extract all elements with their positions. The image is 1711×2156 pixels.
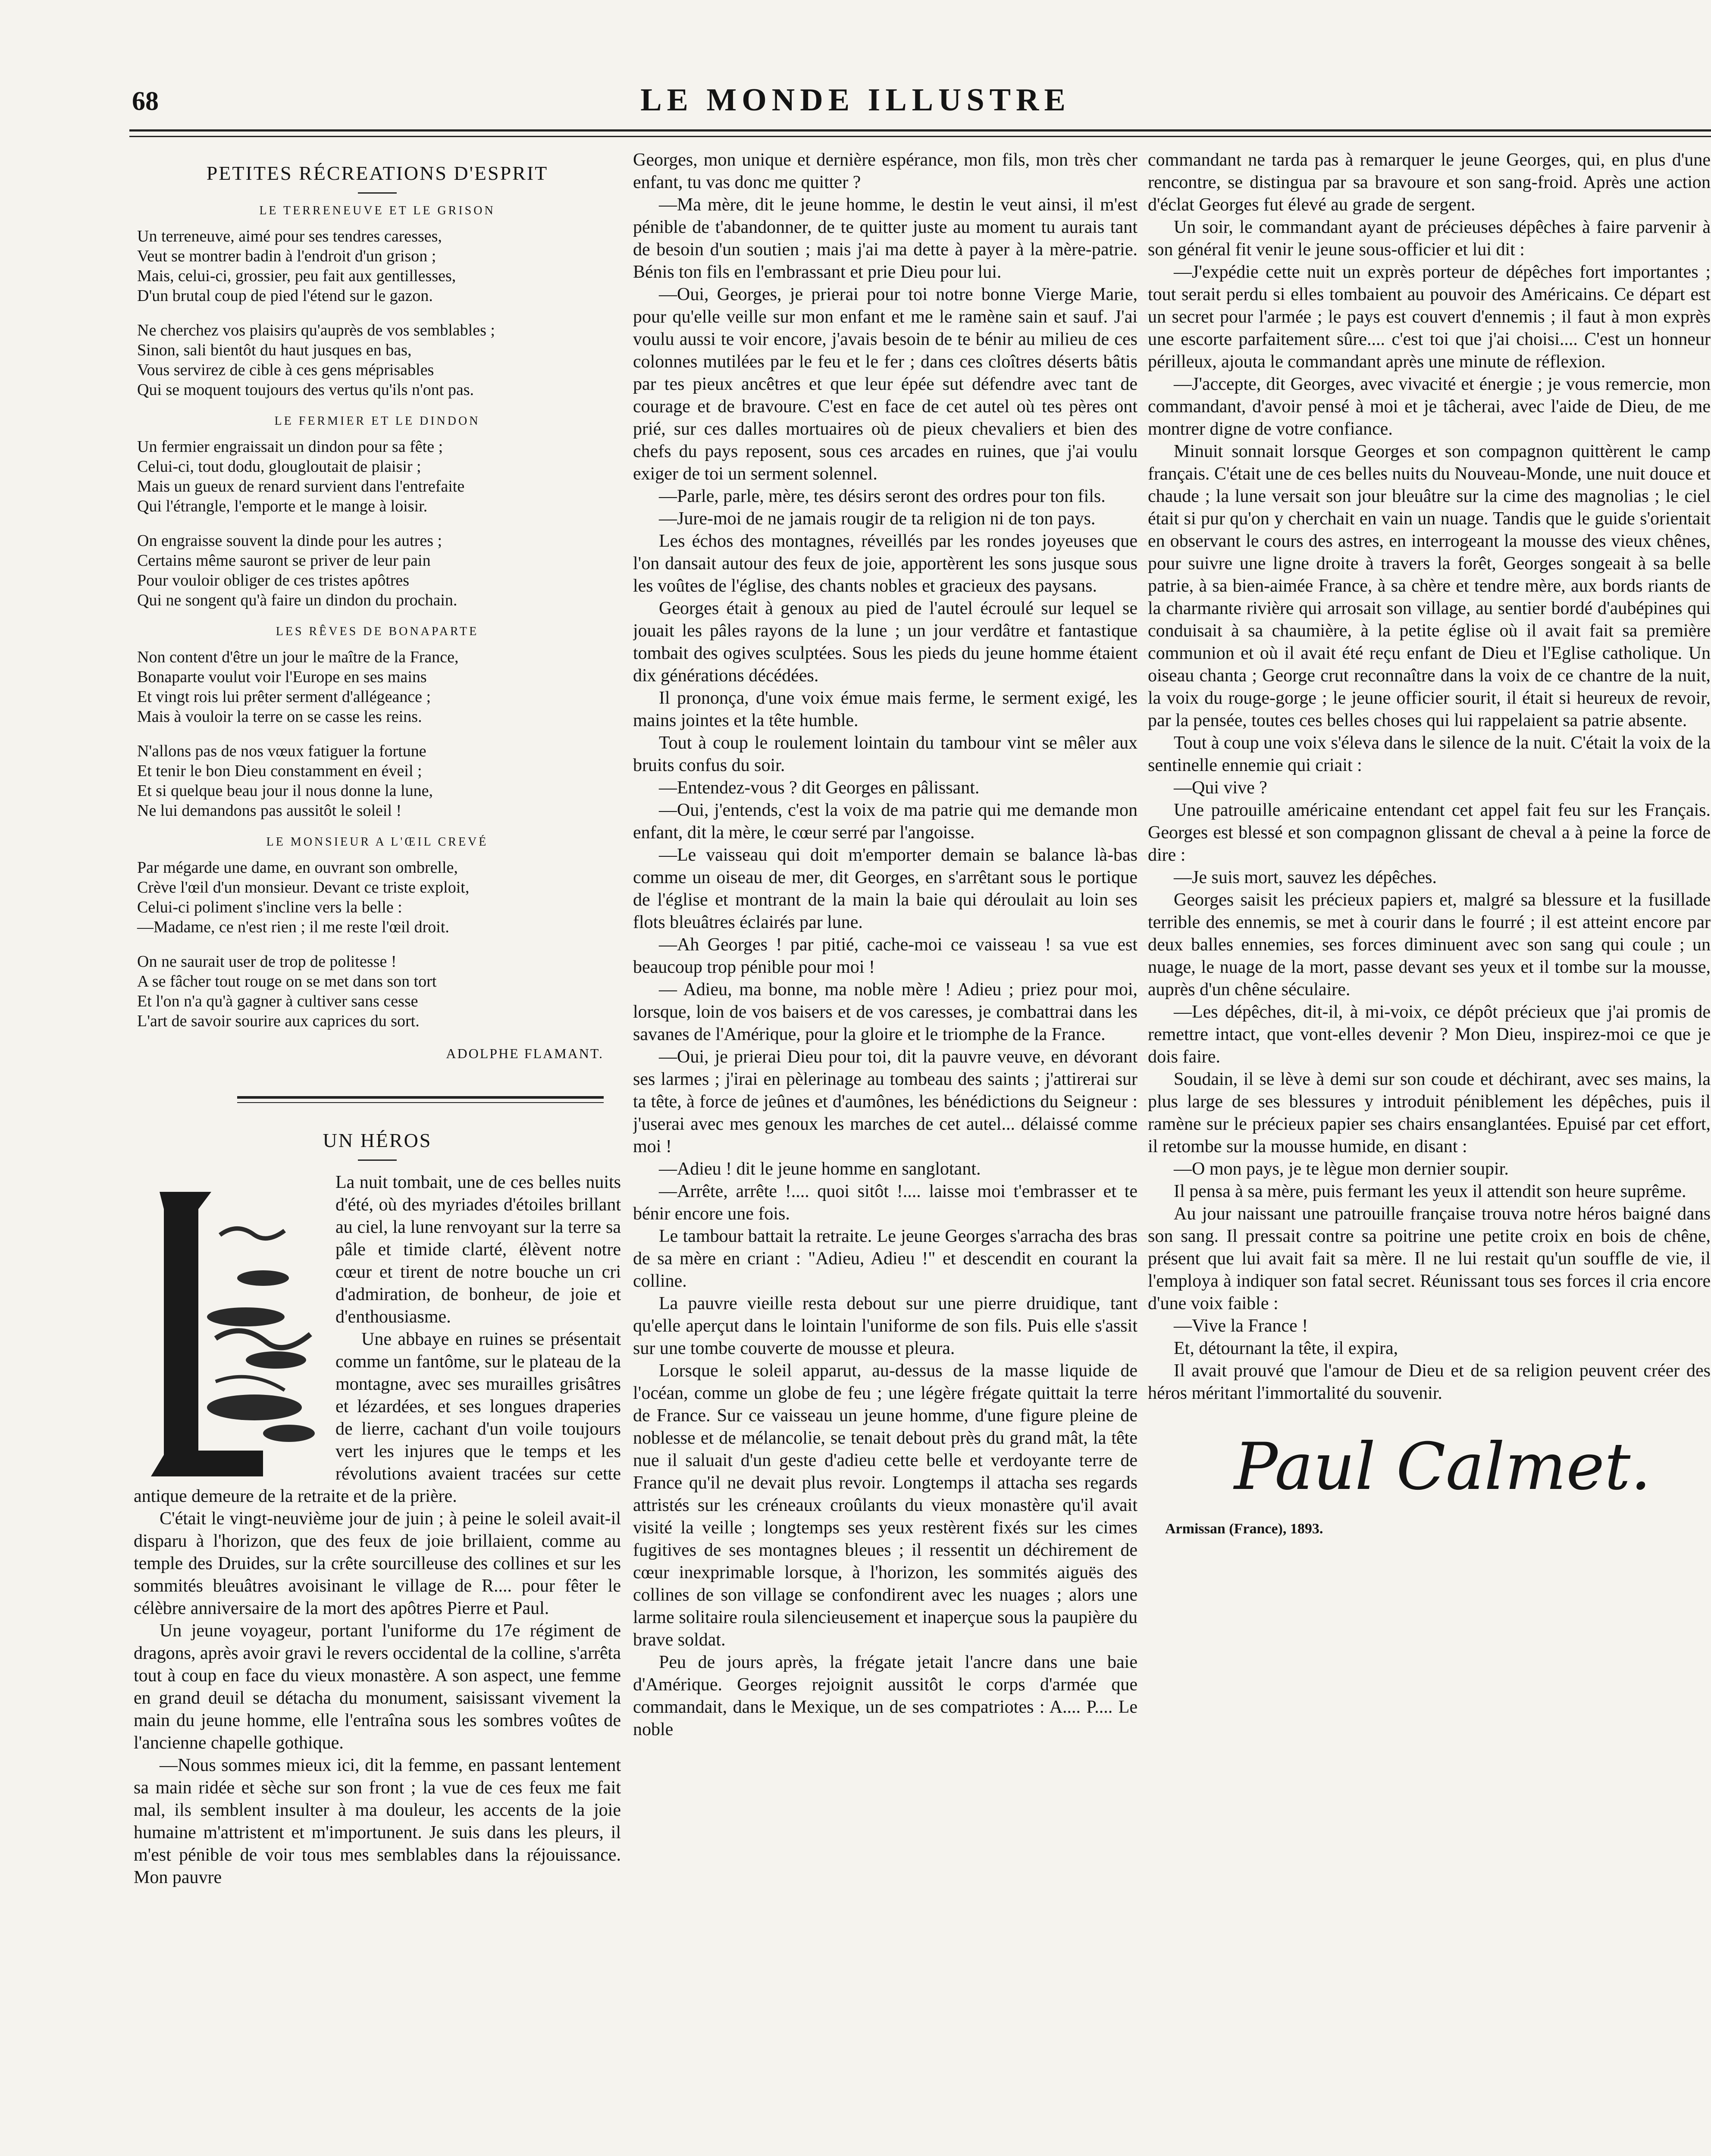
verse-line: Mais un gueux de renard survient dans l'entrefaite xyxy=(137,477,465,495)
verse-line: Non content d'être un jour le maître de la France, xyxy=(137,648,459,666)
poem-stanza xyxy=(137,226,621,306)
paragraph: —O mon pays, je te lègue mon dernier soupir. xyxy=(1174,1159,1509,1179)
verse-line: Bonaparte voulut voir l'Europe en ses mains xyxy=(137,668,427,686)
paragraph: Peu de jours après, la frégate jetait l'ancre dans une baie d'Amérique. Georges rejoignit aussitôt le corps d'armée que commandait, dans le Mexique, un de ses compatriotes : A.... P.... Le noble xyxy=(633,1652,1138,1739)
paragraph: C'était le vingt-neuvième jour de juin ; à peine le soleil avait-il disparu à l'horizon, que des feux de joie brillaient, comme au temple des Druides, sur la crête sourcilleuse des collines et sur les sommités bleuâtres avoisinant le village de R.... pour fêter le célèbre anniversaire de la mort des apôtres Pierre et Paul. xyxy=(134,1509,621,1618)
section-title: PETITES RÉCREATIONS D'ESPRIT xyxy=(206,162,548,184)
poem-stanza xyxy=(137,952,621,1031)
poem-stanza xyxy=(137,741,621,821)
header-rule xyxy=(129,129,1711,137)
paragraph: Une patrouille américaine entendant cet appel fait feu sur les Français. Georges est blessé et son compagnon glissant de cheval a à peine la force de dire : xyxy=(1148,800,1711,865)
verse-line: Qui se moquent toujours des vertus qu'ils n'ont pas. xyxy=(137,381,474,399)
verse-line: Mais, celui-ci, grossier, peu fait aux gentillesses, xyxy=(137,267,456,285)
poem-author: ADOLPHE FLAMANT. xyxy=(446,1046,604,1061)
section-divider xyxy=(237,1096,604,1103)
verse-line: On ne saurait user de trop de politesse ! xyxy=(137,953,397,971)
poem-stanza xyxy=(137,320,621,400)
title-rule xyxy=(358,192,397,194)
paragraph: Minuit sonnait lorsque Georges et son compagnon quittèrent le camp français. C'était une de ces belles nuits du Nouveau-Monde, une nuit douce et chaude ; la lune versait son jour bleuâtre sur la cime des magnolias ; le ciel était si pur qu'on y cherchait en vain un nuage. Tandis que le guide s'orientait en observant le cours des astres, en interrogeant la mousse des vieux chênes, pour suivre une ligne droite à travers la forêt, Georges songeait à sa belle patrie, à sa bien-aimée France, à sa chère et tendre mère, aux bords riants de la charmante rivière qui arrosait son village, au sentier bordé d'aubépines qui conduisait à sa chaumière, à la petite église où il avait fait sa première communion et où il avait été reçu enfant de Dieu et l'Eglise catholique. Un oiseau chanta ; George crut reconnaître dans la voix de ce chantre de la nuit, la voix du rouge-gorge ; le jeune officier sourit, il était si heureux de revoir, par la pensée, toutes ces belles choses qui lui rappelaient sa patrie absente. xyxy=(1148,442,1711,730)
verse-line: Veut se montrer badin à l'endroit d'un grison ; xyxy=(137,247,436,265)
poem-title: LES RÊVES DE BONAPARTE xyxy=(276,625,479,638)
verse-line: Celui-ci poliment s'incline vers la belle : xyxy=(137,898,402,916)
paragraph: Un jeune voyageur, portant l'uniforme du 17e régiment de dragons, après avoir gravi le revers occidental de la colline, s'arrêta tout à coup en face du vieux monastère. A son aspect, une femme en grand deuil se détacha du monument, saisissant vivement la main du jeune homme, elle l'entraîna sous les sombres voûtes de l'ancienne chapelle gothique. xyxy=(134,1621,621,1753)
paragraph: —J'accepte, dit Georges, avec vivacité et énergie ; je vous remercie, mon commandant, d'avoir pensé à moi et je tâcherai, avec l'aide de Dieu, de me montrer digne de votre confiance. xyxy=(1148,374,1711,439)
verse-line: Et tenir le bon Dieu constamment en éveil ; xyxy=(137,762,422,780)
paragraph: La nuit tombait, une de ces belles nuits d'été, où des myriades d'étoiles brillant au ciel, la lune renvoyant sur la terre sa pâle et timide clarté, élèvent notre cœur et tirent de notre bouche un cri d'admiration, de bonheur, de joie et d'enthousiasme. xyxy=(335,1172,621,1327)
poems xyxy=(134,204,621,1031)
verse-line: Vous servirez de cible à ces gens méprisables xyxy=(137,361,434,379)
masthead-title: LE MONDE ILLUSTRE xyxy=(640,82,1071,118)
verse-line: Un fermier engraissait un dindon pour sa fête ; xyxy=(137,438,443,456)
page-number: 68 xyxy=(132,87,159,116)
paragraph: Le tambour battait la retraite. Le jeune Georges s'arracha des bras de sa mère en criant : "Adieu, Adieu !" et descendit en courant la colline. xyxy=(633,1226,1138,1291)
verse-line: D'un brutal coup de pied l'étend sur le gazon. xyxy=(137,287,433,305)
paragraph: La pauvre vieille resta debout sur une pierre druidique, tant qu'elle aperçut dans le lointain l'uniforme de son fils. Puis elle s'assit sur une tombe couverte de mousse et pleura. xyxy=(633,1294,1138,1358)
paragraph: Lorsque le soleil apparut, au-dessus de la masse liquide de l'océan, comme un globe de feu ; une légère frégate quittait la terre de France. Sur ce vaisseau un jeune homme, d'une figure pleine de noblesse et de mélancolie, se tenait debout près du grand mât, la tête nue il saluait d'un geste d'adieu cette belle et verdoyante terre de France qu'il ne devait plus revoir. Longtemps il attacha ses regards attristés sur les créneaux croûlants du vieux monastère qu'il avait visité la veille ; longtemps ses yeux restèrent fixés sur les cimes fugitives de ses montagnes bleues ; il ressentit un déchirement de cœur inexprimable lorsque, à l'horizon, les sommités aiguës des collines de son village se confondirent avec les nuages ; alors une larme solitaire roula silencieusement et inaperçue sous la paupière du brave soldat. xyxy=(633,1361,1138,1650)
paragraph: Une abbaye en ruines se présentait comme un fantôme, sur le plateau de la montagne, avec ses murailles grisâtres et lézardées, et ses longues draperies de lierre, cachant d'un voile toujours vert les injures que le temps et les révolutions avaient tracées sur cette antique demeure de la retraite et de la prière. xyxy=(134,1329,621,1506)
paragraph: Tout à coup une voix s'éleva dans le silence de la nuit. C'était la voix de la sentinelle ennemie qui criait : xyxy=(1148,733,1711,775)
verse-line: Sinon, sali bientôt du haut jusques en bas, xyxy=(137,341,412,359)
paragraph: —Les dépêches, dit-il, à mi-voix, ce dépôt précieux que j'ai promis de remettre intact, que vont-elles devenir ? Mon Dieu, inspirez-moi ce que je dois faire. xyxy=(1148,1002,1711,1067)
verse-line: A se fâcher tout rouge on se met dans son tort xyxy=(137,972,437,990)
paragraph: —Entendez-vous ? dit Georges en pâlissant. xyxy=(659,778,980,798)
paragraph: —Adieu ! dit le jeune homme en sanglotant. xyxy=(659,1159,981,1179)
paragraph: Les échos des montagnes, réveillés par les rondes joyeuses que l'on dansait autour des feux de joie, apportèrent les sons jusque sous les voûtes de l'église, des chants nobles et gracieux des paysans. xyxy=(633,531,1138,596)
paragraph: —Vive la France ! xyxy=(1174,1316,1308,1336)
paragraph: —Arrête, arrête !.... quoi sitôt !.... laisse moi t'embrasser et te bénir encore une fois. xyxy=(633,1181,1138,1224)
poem-stanza xyxy=(137,531,621,610)
story-title: UN HÉROS xyxy=(323,1129,432,1151)
drop-cap-illustration xyxy=(134,1175,328,1481)
poem-stanza xyxy=(137,437,621,516)
verse-line: Qui l'étrangle, l'emporte et le mange à loisir. xyxy=(137,497,428,515)
signature: Paul Calmet. xyxy=(1234,1429,1651,1504)
paragraph: Soudain, il se lève à demi sur son coude et déchirant, avec ses mains, la plus large de ses blessures y introduit péniblement les dépêches, puis il ramène sur le précieux papier ses chairs ensanglantées. Epuisé par cet effort, il retombe sur la mousse humide, en disant : xyxy=(1148,1069,1711,1156)
paragraph: —Le vaisseau qui doit m'emporter demain se balance là-bas comme un oiseau de mer, dit Georges, en s'arrêtant sous le portique de l'église et montrant de la main la baie qui déroulait au loin ses flots bleuâtres éclairés par lune. xyxy=(633,845,1138,932)
paragraph: — Adieu, ma bonne, ma noble mère ! Adieu ; priez pour moi, lorsque, loin de vos baisers et de vos caresses, je combattrai dans les savanes de l'Amérique, pour la gloire et le triomphe de la France. xyxy=(633,980,1138,1044)
verse-line: N'allons pas de nos vœux fatiguer la fortune xyxy=(137,742,426,760)
verse-line: L'art de savoir sourire aux caprices du sort. xyxy=(137,1012,420,1030)
paragraph: —Oui, je prierai Dieu pour toi, dit la pauvre veuve, en dévorant ses larmes ; j'irai en pèlerinage au tombeau des saints ; j'attirerai sur ta tête, à force de jeûnes et d'aumônes, les bénédictions du Seigneur : j'userai avec mes genoux les marches de cet autel... délaissé comme moi ! xyxy=(633,1047,1138,1156)
paragraph: Tout à coup le roulement lointain du tambour vint se mêler aux bruits confus du soir. xyxy=(633,733,1138,775)
paragraph: —Oui, j'entends, c'est la voix de ma patrie qui me demande mon enfant, dit la mère, le cœur serré par l'angoisse. xyxy=(633,800,1138,843)
paragraph: —Qui vive ? xyxy=(1174,778,1267,798)
column-1 xyxy=(134,149,621,2156)
verse-line: Crève l'œil d'un monsieur. Devant ce triste exploit, xyxy=(137,878,470,896)
verse-line: Qui ne songent qu'à faire un dindon du prochain. xyxy=(137,591,458,609)
verse-line: —Madame, ce n'est rien ; il me reste l'œil droit. xyxy=(137,918,449,936)
paragraph: Au jour naissant une patrouille française trouva notre héros baigné dans son sang. Il pressait contre sa poitrine une petite croix en bois de chêne, présent que lui avait fait sa mère. Il ne lui restait qu'un souffle de vie, il l'employa à indiquer son fatal secret. Réunissant tous ses forces il cria encore d'une voix faible : xyxy=(1148,1204,1711,1313)
verse-line: Pour vouloir obliger de ces tristes apôtres xyxy=(137,571,410,589)
verse-line: Mais à vouloir la terre on se casse les reins. xyxy=(137,708,422,726)
place-date: Armissan (France), 1893. xyxy=(1165,1521,1323,1537)
paragraph: Un soir, le commandant ayant de précieuses dépêches à faire parvenir à son général fit venir le jeune sous-officier et lui dit : xyxy=(1148,217,1711,260)
column-3-text xyxy=(1148,149,1711,1404)
paragraph: —Ah Georges ! par pitié, cache-moi ce vaisseau ! sa vue est beaucoup trop pénible pour moi ! xyxy=(633,935,1138,977)
verse-line: Celui-ci, tout dodu, glougloutait de plaisir ; xyxy=(137,458,421,476)
paragraph: Il prononça, d'une voix émue mais ferme, le serment exigé, les mains jointes et la tête humble. xyxy=(633,688,1138,730)
verse-line: Certains même sauront se priver de leur pain xyxy=(137,552,431,570)
paragraph: —J'expédie cette nuit un exprès porteur de dépêches fort importantes ; tout serait perdu si elles tombaient au pouvoir des Américains. Ce départ est un secret pour l'armée ; le pays est couvert d'ennemis ; il faut à mon exprès une escorte parfaitement sûre.... c'est toi que j'ai choisi.... C'est un honneur périlleux, ajouta le commandant après une minute de réflexion. xyxy=(1148,262,1711,372)
poem-title: LE MONSIEUR A L'ŒIL CREVÉ xyxy=(266,835,489,849)
verse-line: On engraisse souvent la dinde pour les autres ; xyxy=(137,532,442,550)
verse-line: Par mégarde une dame, en ouvrant son ombrelle, xyxy=(137,859,458,877)
paragraph: —Nous sommes mieux ici, dit la femme, en passant lentement sa main ridée et sèche sur son front ; la vue de ces feux me fait mal, ils semblent insulter à ma douleur, les accents de la joie humaine m'attristent et m'importunent. Je suis dans les pleurs, il m'est pénible de voir tous mes semblables dans la réjouissance. Mon pauvre xyxy=(134,1755,621,1887)
verse-line: Et si quelque beau jour il nous donne la lune, xyxy=(137,782,433,800)
verse-line: Un terreneuve, aimé pour ses tendres caresses, xyxy=(137,227,442,245)
verse-line: Ne cherchez vos plaisirs qu'auprès de vos semblables ; xyxy=(137,321,495,339)
paragraph: —Ma mère, dit le jeune homme, le destin le veut ainsi, il m'est pénible de t'abandonner, de te quitter juste au moment tu aurais tant de besoin d'un soutien ; mais j'ai ma dette à payer à la mère-patrie. Bénis ton fils en l'embrassant et prie Dieu pour lui. xyxy=(633,195,1138,282)
paragraph: commandant ne tarda pas à remarquer le jeune Georges, qui, en plus d'une rencontre, se distingua par sa bravoure et son sang-froid. Après une action d'éclat Georges fut élevé au grade de sergent. xyxy=(1148,150,1711,215)
column-3 xyxy=(1148,149,1711,2156)
column-2 xyxy=(633,149,1138,2156)
paragraph: —Oui, Georges, je prierai pour toi notre bonne Vierge Marie, pour qu'elle veille sur mon enfant et me le ramène sain et sauf. J'ai voulu aussi te voir encore, j'avais besoin de te bénir au milieu de ces colonnes mutilées par le feu et le fer ; dans ces cloîtres déserts bâtis par tes pieux ancêtres et que leur épée sut défendre avec tant de courage et de bravoure. C'est en face de cet autel où tes pères ont prié, sur ces dalles mortuaires où de pieux chevaliers et bien des chefs du pays reposent, sous ces arcades en ruines, que j'ai voulu exiger de toi un serment solennel. xyxy=(633,285,1138,484)
verse-line: Ne lui demandons pas aussitôt le soleil ! xyxy=(137,802,402,820)
poem-stanza xyxy=(137,647,621,727)
paragraph: Il pensa à sa mère, puis fermant les yeux il attendit son heure suprême. xyxy=(1174,1181,1686,1201)
poem-title: LE TERRENEUVE ET LE GRISON xyxy=(259,204,495,217)
paragraph: Et, détournant la tête, il expira, xyxy=(1174,1338,1398,1358)
paragraph: Georges était à genoux au pied de l'autel écroulé sur lequel se jouait les pâles rayons de la lune ; un jour verdâtre et fantastique tombait des ogives sculptées. Sous les pieds du jeune homme étaient dix générations décédées. xyxy=(633,599,1138,686)
paragraph: —Parle, parle, mère, tes désirs seront des ordres pour ton fils. xyxy=(659,486,1106,506)
poem-stanza xyxy=(137,858,621,937)
paragraph: Georges, mon unique et dernière espérance, mon fils, mon très cher enfant, tu vas donc me quitter ? xyxy=(633,150,1138,192)
paragraph: Georges saisit les précieux papiers et, malgré sa blessure et la fusillade terrible des ennemis, se met à courir dans le fourré ; il est atteint encore par deux balles ennemies, ses forces diminuent avec son sang qui coule ; un nuage, le nuage de la mort, passe devant ses yeux et il tombe sur la mousse, auprès d'un chêne séculaire. xyxy=(1148,890,1711,1000)
paragraph: —Je suis mort, sauvez les dépêches. xyxy=(1174,868,1437,887)
story-title-rule xyxy=(358,1159,397,1161)
verse-line: Et l'on n'a qu'à gagner à cultiver sans cesse xyxy=(137,992,418,1010)
verse-line: Et vingt rois lui prêter serment d'allégeance ; xyxy=(137,688,431,706)
paragraph: Il avait prouvé que l'amour de Dieu et de sa religion peuvent créer des héros méritant l'immortalité du souvenir. xyxy=(1148,1361,1711,1403)
poem-title: LE FERMIER ET LE DINDON xyxy=(274,414,480,428)
paragraph: —Jure-moi de ne jamais rougir de ta religion ni de ton pays. xyxy=(659,509,1096,529)
